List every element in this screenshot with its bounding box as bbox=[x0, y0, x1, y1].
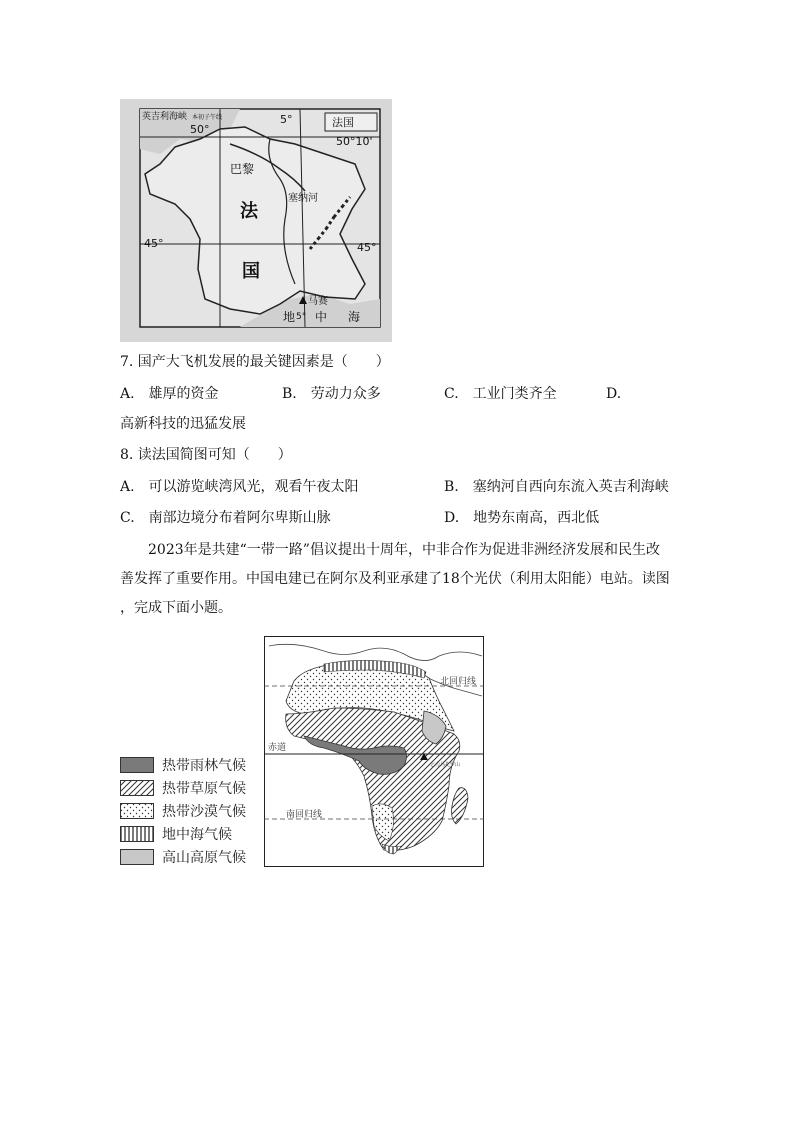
legend-label-highland: 高山高原气候 bbox=[162, 850, 246, 866]
paris-label: 巴黎 bbox=[230, 162, 255, 176]
seine-label: 塞纳河 bbox=[288, 193, 318, 204]
legend-item-desert bbox=[120, 802, 246, 820]
question-8-option-d[interactable]: D. 地势东南高，西北低 bbox=[444, 510, 600, 526]
france-map-figure bbox=[120, 99, 392, 342]
legend-swatch-rainforest bbox=[120, 757, 154, 773]
lon-5-top-label: 5° bbox=[280, 113, 293, 126]
france-map bbox=[120, 99, 392, 342]
question-8-option-a[interactable]: A. 可以游览峡湾风光，观看午夜太阳 bbox=[120, 479, 359, 495]
sea-label-right: 海 bbox=[348, 310, 361, 324]
legend-swatch-desert bbox=[120, 803, 154, 819]
legend-item-mediterranean bbox=[120, 825, 232, 843]
legend-label-mediterranean: 地中海气候 bbox=[162, 827, 232, 843]
question-7-option-d-marker[interactable]: D. bbox=[606, 386, 622, 402]
kilimanjaro-label: 乞力马扎罗山 bbox=[430, 762, 461, 768]
passage-line-3: ，完成下面小题。 bbox=[120, 600, 232, 616]
question-8-option-b[interactable]: B. 塞纳河自西向东流入英吉利海峡 bbox=[444, 479, 669, 495]
legend-item-highland bbox=[120, 848, 246, 866]
legend-swatch-savanna bbox=[120, 780, 154, 796]
lat-50-left-label: 50° bbox=[190, 123, 210, 136]
legend-label-savanna: 热带草原气候 bbox=[162, 781, 246, 797]
question-7-option-c[interactable]: C. 工业门类齐全 bbox=[444, 386, 557, 402]
sea-label-mid: 中 bbox=[315, 310, 328, 324]
legend-item-rainforest bbox=[120, 756, 246, 774]
tropic-capricorn-label: 南回归线 bbox=[286, 810, 323, 820]
passage-line-2: 善发挥了重要作用。中国电建已在阿尔及利亚承建了18个光伏（利用太阳能）电站。读图 bbox=[120, 571, 670, 587]
corner-label: 50°10' bbox=[336, 135, 373, 148]
question-7-stem: 7. 国产大飞机发展的最关键因素是（ ） bbox=[120, 354, 390, 370]
question-7-option-d-text[interactable]: 高新科技的迅猛发展 bbox=[120, 416, 246, 432]
passage bbox=[120, 536, 680, 623]
header-small-label: 本初子午线 bbox=[192, 114, 223, 121]
legend-label-rainforest: 热带雨林气候 bbox=[162, 758, 246, 774]
lat-45-left-label: 45° bbox=[144, 237, 164, 250]
tropic-cancer-label: 北回归线 bbox=[440, 677, 477, 687]
marseille-label: 马赛 bbox=[308, 296, 328, 307]
title-box-label: 法国 bbox=[332, 116, 354, 129]
africa-map-figure bbox=[264, 636, 484, 867]
passage-line-1: 2023年是共建“一带一路”倡议提出十周年，中非合作为促进非洲经济发展和民生改 bbox=[148, 542, 660, 558]
sea-label-lon: 5° bbox=[296, 312, 307, 322]
legend-swatch-highland bbox=[120, 849, 154, 865]
question-8-option-c[interactable]: C. 南部边境分布着阿尔卑斯山脉 bbox=[120, 510, 331, 526]
sea-label-left: 地 bbox=[283, 310, 296, 324]
question-7-option-a[interactable]: A. 雄厚的资金 bbox=[120, 386, 219, 402]
question-7-option-b[interactable]: B. 劳动力众多 bbox=[282, 386, 381, 402]
question-8-stem: 8. 读法国简图可知（ ） bbox=[120, 447, 292, 463]
header-left-label: 英吉利海峡 bbox=[142, 112, 188, 122]
legend-swatch-mediterranean bbox=[120, 826, 154, 842]
africa-map bbox=[264, 636, 484, 867]
country-char-1: 法 bbox=[240, 201, 258, 222]
legend-item-savanna bbox=[120, 779, 246, 797]
equator-label: 赤道 bbox=[268, 743, 287, 753]
lat-45-right-label: 45° bbox=[357, 241, 377, 254]
country-char-2: 国 bbox=[242, 261, 260, 282]
legend-label-desert: 热带沙漠气候 bbox=[162, 804, 246, 820]
